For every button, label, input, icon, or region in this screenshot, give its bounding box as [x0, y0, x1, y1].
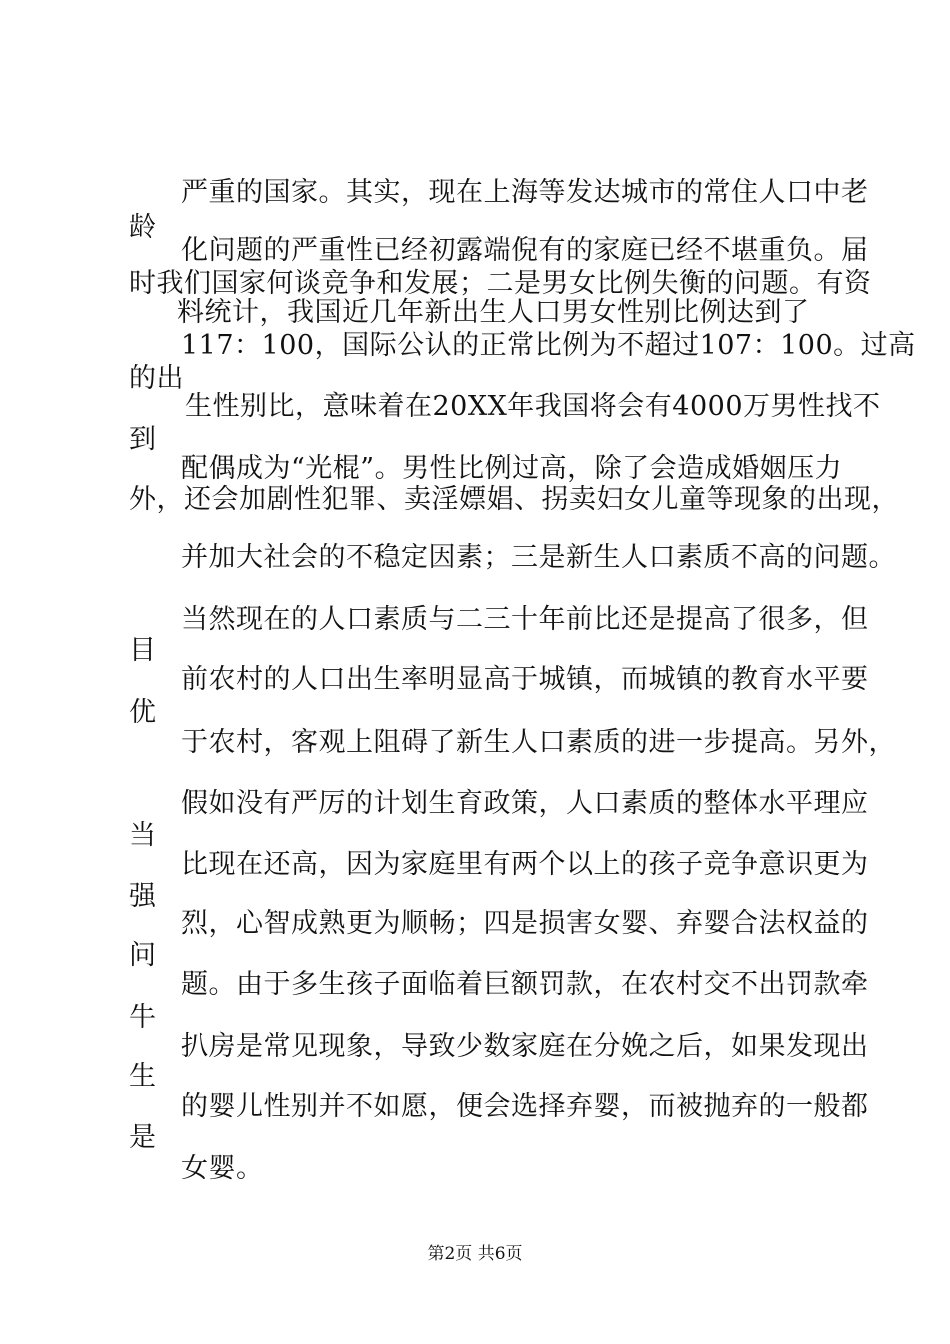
text-line: 于农村，客观上阻碍了新生人口素质的进一步提高。另外，: [181, 727, 896, 758]
text-line: 的出: [129, 363, 184, 394]
text-line: 117：100，国际公认的正常比例为不超过107：100。过高: [181, 330, 916, 361]
page-number-footer: 第2页 共6页: [427, 1244, 523, 1264]
text-line: 配偶成为“光棍”。男性比例过高，除了会造成婚姻压力: [181, 453, 843, 484]
text-line: 严重的国家。其实，现在上海等发达城市的常住人口中老: [181, 177, 869, 208]
text-line: 题。由于多生孩子面临着巨额罚款，在农村交不出罚款牵: [181, 969, 869, 1000]
text-line: 当: [129, 820, 157, 851]
text-line: 龄: [129, 212, 157, 243]
text-line: 时我们国家何谈竞争和发展；二是男女比例失衡的问题。有资: [129, 268, 872, 299]
text-line: 假如没有严厉的计划生育政策，人口素质的整体水平理应: [181, 788, 869, 819]
text-line: 生: [129, 1061, 157, 1092]
text-line: 并加大社会的不稳定因素；三是新生人口素质不高的问题。: [181, 542, 896, 573]
text-line: 前农村的人口出生率明显高于城镇，而城镇的教育水平要: [181, 664, 869, 695]
text-line: 是: [129, 1122, 157, 1153]
text-line: 的婴儿性别并不如愿，便会选择弃婴，而被抛弃的一般都: [181, 1091, 869, 1122]
text-line: 牛: [129, 1002, 157, 1033]
text-line: 生性别比，意味着在20XX年我国将会有4000万男性找不: [185, 391, 881, 422]
text-line: 化问题的严重性已经初露端倪有的家庭已经不堪重负。届: [181, 235, 869, 266]
text-line: 到: [129, 424, 157, 455]
text-line: 烈，心智成熟更为顺畅；四是损害女婴、弃婴合法权益的: [181, 908, 869, 939]
text-line: 目: [129, 635, 157, 666]
text-line: 女婴。: [181, 1153, 264, 1184]
text-line: 当然现在的人口素质与二三十年前比还是提高了很多，但: [181, 604, 869, 635]
text-line: 优: [129, 697, 157, 728]
text-line: 外，还会加剧性犯罪、卖淫嫖娼、拐卖妇女儿童等现象的出现，: [129, 484, 899, 515]
text-line: 料统计，我国近几年新出生人口男女性别比例达到了: [177, 297, 810, 328]
text-line: 强: [129, 881, 157, 912]
text-line: 比现在还高，因为家庭里有两个以上的孩子竞争意识更为: [181, 849, 869, 880]
text-line: 问: [129, 940, 157, 971]
text-line: 扒房是常见现象，导致少数家庭在分娩之后，如果发现出: [181, 1031, 869, 1062]
